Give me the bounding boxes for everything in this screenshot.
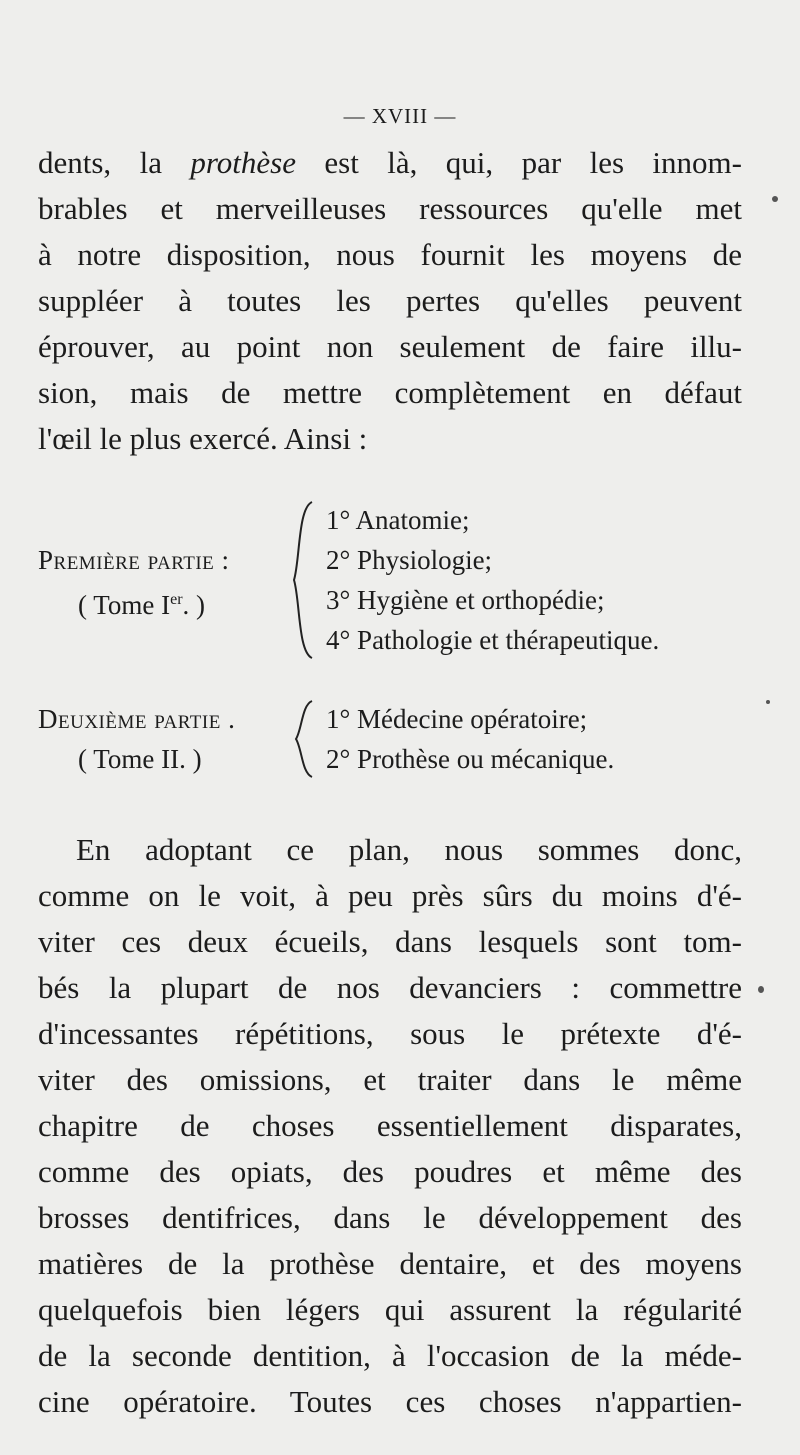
paragraph-2 [38, 827, 742, 1425]
page-number-header: — XVIII — [343, 104, 457, 128]
paragraph-line: viter des omissions, et traiter dans le même [38, 1062, 742, 1097]
italic-term: prothèse [190, 145, 296, 180]
paragraph-line: d'incessantes répétitions, sous le prétexte d'é- [38, 1016, 742, 1051]
paper-speck [766, 700, 770, 704]
paragraph-line: l'œil le plus exercé. Ainsi : [38, 421, 368, 456]
part-label: Première partie : [38, 545, 230, 575]
part-two-items [326, 699, 614, 779]
list-item: 2° Prothèse ou mécanique. [326, 744, 615, 774]
list-item: 4° Pathologie et thérapeutique. [326, 625, 660, 655]
paragraph-line: brables et merveilleuses ressources qu'elle met [38, 191, 742, 226]
part-two-heading [38, 699, 235, 779]
part-one-heading [38, 540, 230, 620]
tome-label: ( Tome II. ) [78, 744, 202, 774]
paragraph-line: matières de la prothèse dentaire, et des moyens [38, 1246, 742, 1281]
paper-speck [758, 986, 764, 993]
paragraph-line: suppléer à toutes les pertes qu'elles peuvent [38, 283, 742, 318]
paragraph-line: comme on le voit, à peu près sûrs du moins d'é- [38, 878, 742, 913]
left-brace-icon [288, 699, 318, 779]
list-item: 3° Hygiène et orthopédie; [326, 585, 605, 615]
list-item: 2° Physiologie; [326, 545, 493, 575]
paragraph-line: cine opératoire. Toutes ces choses n'appartien- [38, 1384, 742, 1419]
part-label: Deuxième partie . [38, 704, 236, 734]
paragraph-line: chapitre de choses essentiellement disparates, [38, 1108, 742, 1143]
superscript: er [170, 591, 183, 608]
text-fragment: dents, la prothèse est là, qui, par les innom- [38, 145, 742, 180]
paragraph-line [38, 140, 742, 186]
part-one-items [326, 500, 659, 660]
list-item: 1° Anatomie; [326, 505, 470, 535]
paragraph-1 [38, 140, 742, 462]
paragraph-line: à notre disposition, nous fournit les moyens de [38, 237, 742, 272]
paragraph-line: viter ces deux écueils, dans lesquels sont tom- [38, 924, 742, 959]
paper-speck [772, 196, 778, 202]
tome-label: ( Tome Ier. ) [78, 590, 206, 620]
paragraph-line: sion, mais de mettre complètement en défaut [38, 375, 742, 410]
paragraph-line: éprouver, au point non seulement de faire illu- [38, 329, 742, 364]
paragraph-line: bés la plupart de nos devanciers : commettre [38, 970, 742, 1005]
paragraph-line: de la seconde dentition, à l'occasion de la méde- [38, 1338, 742, 1373]
list-item: 1° Médecine opératoire; [326, 704, 588, 734]
paragraph-line: brosses dentifrices, dans le développement des [38, 1200, 742, 1235]
paragraph-line: quelquefois bien légers qui assurent la régularité [38, 1292, 742, 1327]
paragraph-line: En adoptant ce plan, nous sommes donc, [76, 832, 742, 867]
left-brace-icon [288, 500, 318, 660]
paragraph-line: comme des opiats, des poudres et même des [38, 1154, 742, 1189]
